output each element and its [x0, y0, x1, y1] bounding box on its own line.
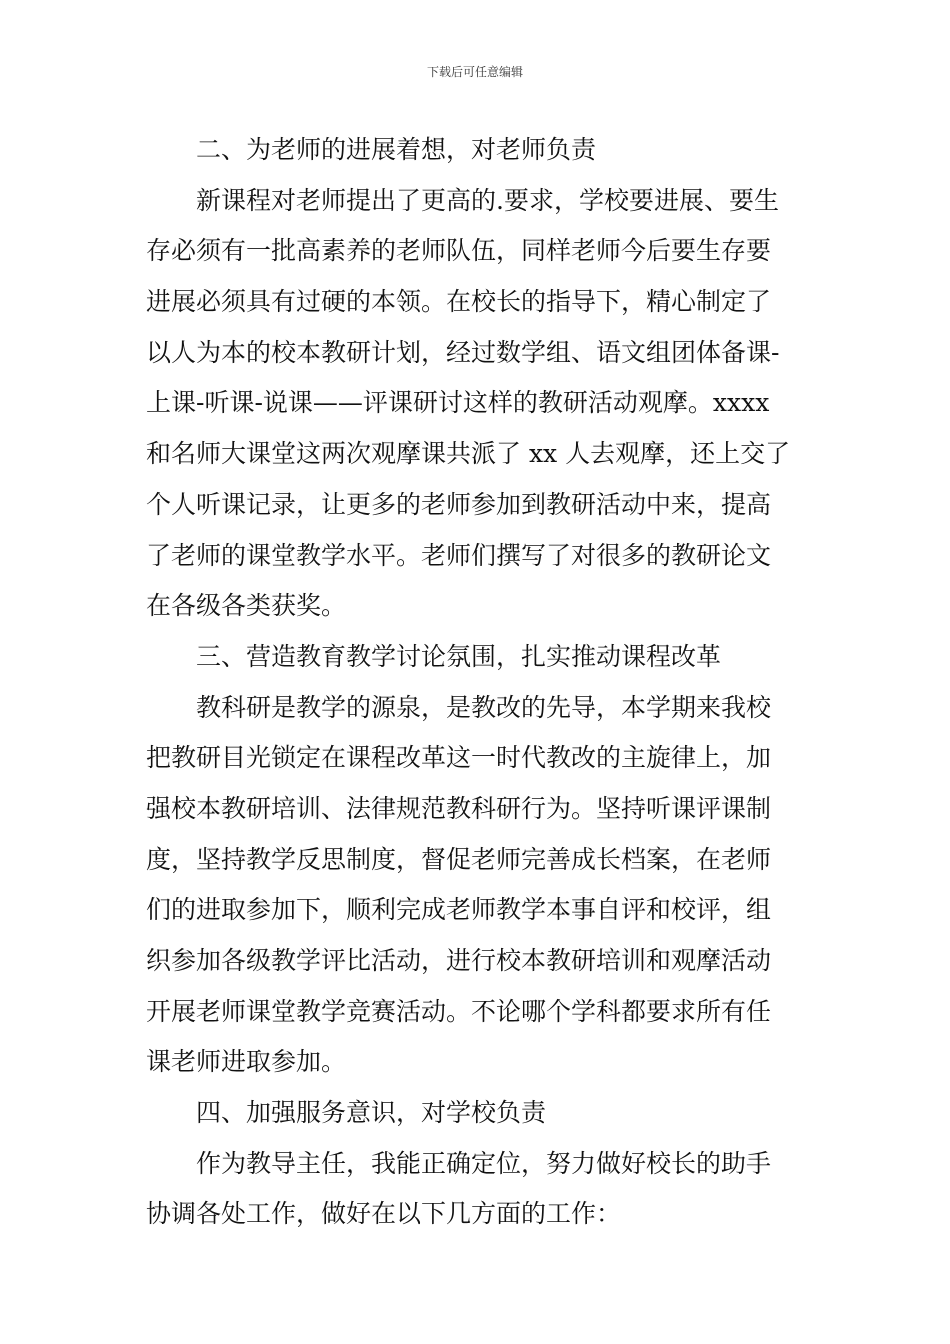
paragraph-line: 课老师进取参加。: [146, 1047, 347, 1077]
paragraph-line: 上课-听课-说课——评课研讨这样的教研活动观摩。xxxx: [146, 388, 770, 418]
paragraph-line: 把教研目光锁定在课程改革这一时代教改的主旋律上，加: [146, 743, 772, 773]
paragraph-line: 织参加各级教学评比活动，进行校本教研培训和观摩活动: [146, 946, 772, 975]
paragraph-line: 以人为本的校本教研计划，经过数学组、语文组团体备课-: [146, 337, 780, 367]
paragraph-line: 了老师的课堂教学水平。老师们撰写了对很多的教研论文: [146, 540, 772, 570]
paragraph-first-line: 四、加强服务意识，对学校负责: [196, 1098, 547, 1128]
paragraph-first-line: 作为教导主任，我能正确定位，努力做好校长的助手: [196, 1148, 772, 1178]
paragraph-first-line: 三、营造教育教学讨论氛围，扎实推动课程改革: [196, 641, 722, 671]
paragraph-line: 存必须有一批高素养的老师队伍，同样老师今后要生存要: [146, 236, 772, 266]
document-body: [146, 125, 808, 1240]
paragraph-first-line: 新课程对老师提出了更高的.要求，学校要进展、要生: [196, 185, 779, 215]
paragraph-line: 进展必须具有过硬的本领。在校长的指导下，精心制定了: [146, 287, 772, 317]
paragraph-line: 协调各处工作，做好在以下几方面的工作：: [146, 1199, 622, 1229]
paragraph-line: 个人听课记录，让更多的老师参加到教研活动中来，提高: [146, 489, 772, 519]
paragraph-line: 们的进取参加下，顺利完成老师教学本事自评和校评，组: [146, 895, 772, 925]
paragraph-first-line: 二、为老师的进展着想，对老师负责: [196, 135, 597, 164]
page-header: 下载后可任意编辑: [426, 65, 523, 79]
paragraph-line: 和名师大课堂这两次观摩课共派了 xx 人去观摩，还上交了: [146, 439, 791, 469]
paragraph-first-line: 教科研是教学的源泉，是教改的先导，本学期来我校: [196, 692, 772, 722]
paragraph-line: 在各级各类获奖。: [146, 591, 347, 621]
paragraph-line: 强校本教研培训、法律规范教科研行为。坚持听课评课制: [146, 793, 772, 823]
paragraph-line: 度，坚持教学反思制度，督促老师完善成长档案，在老师: [146, 844, 772, 874]
paragraph-line: 开展老师课堂教学竞赛活动。不论哪个学科都要求所有任: [146, 996, 772, 1026]
